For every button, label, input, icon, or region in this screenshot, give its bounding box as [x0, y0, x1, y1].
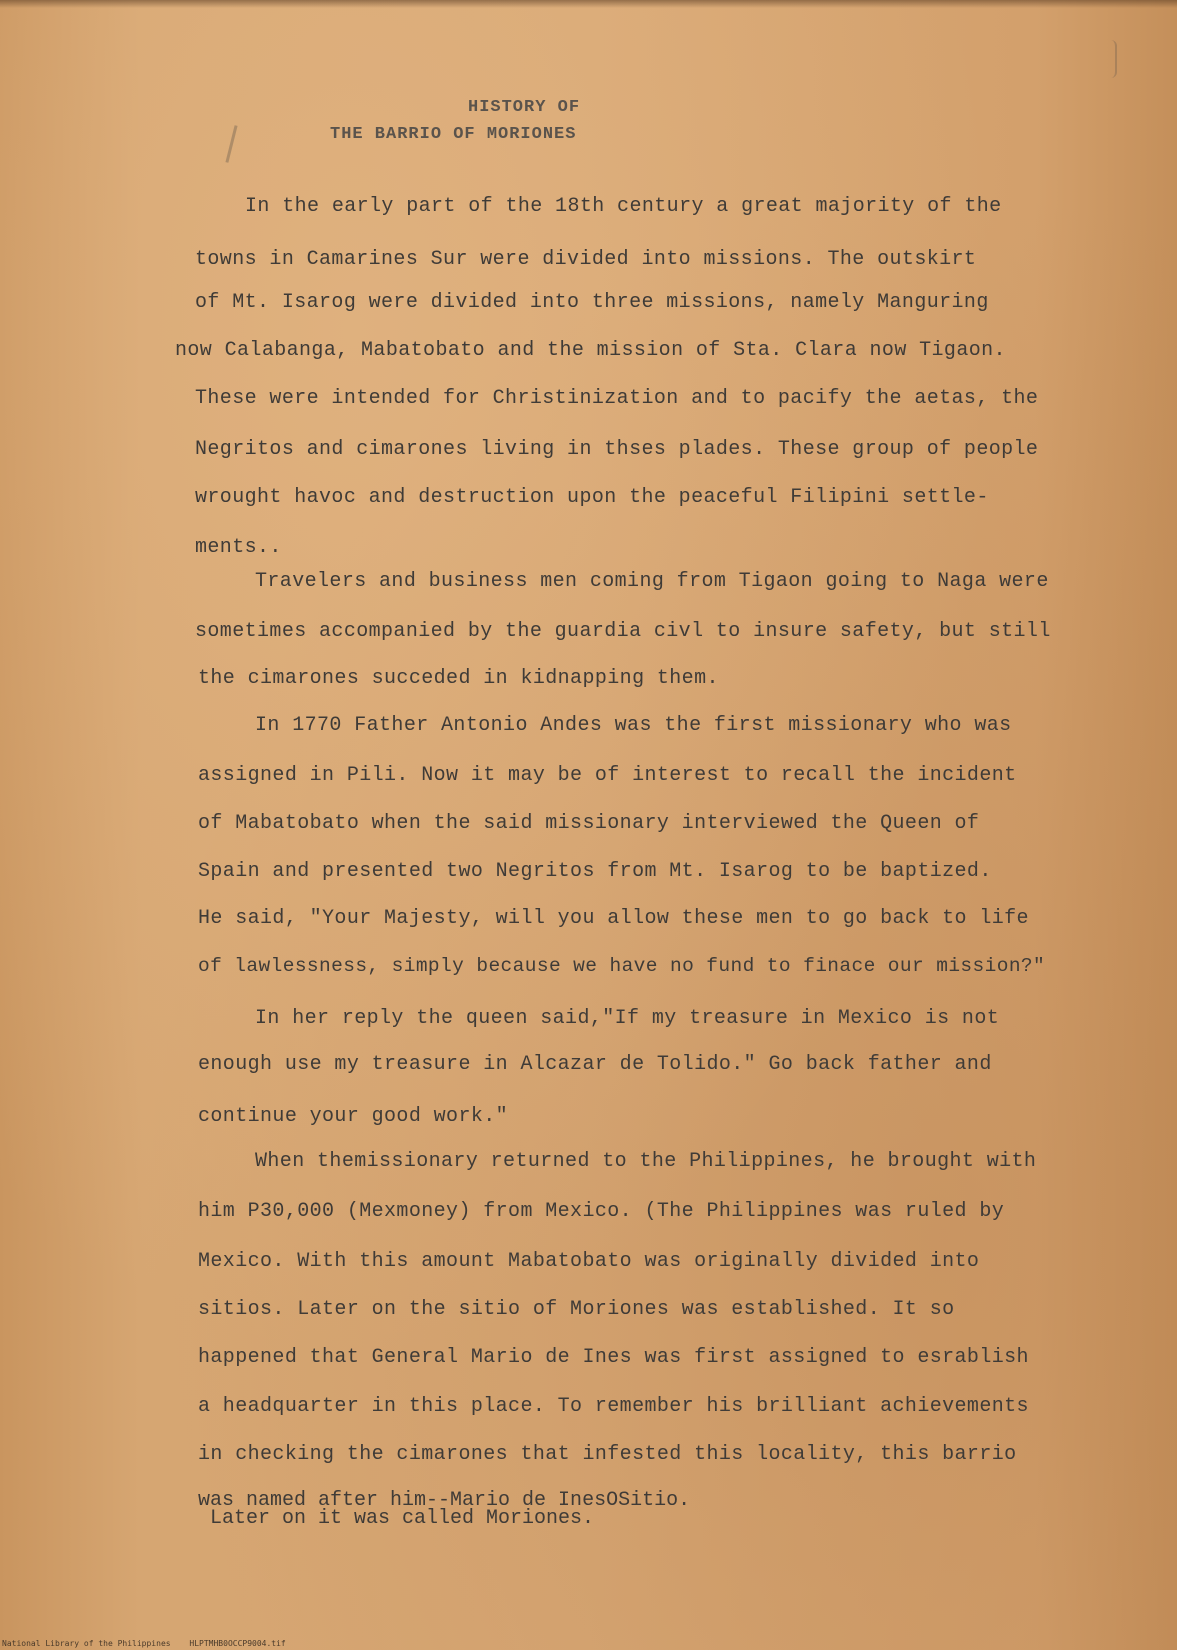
text-line: He said, "Your Majesty, will you allow these men to go back to life	[198, 907, 1029, 930]
text-line: Later on it was called Moriones.	[210, 1507, 595, 1530]
text-line: enough use my treasure in Alcazar de Tolido." Go back father and	[198, 1053, 992, 1076]
file-id-label: HLPTMHB0OCCP9004.tif	[189, 1639, 286, 1648]
text-line: Travelers and business men coming from Tigaon going to Naga were	[255, 570, 1049, 593]
text-line: in checking the cimarones that infested this locality, this barrio	[198, 1443, 1017, 1466]
text-line: of lawlessness, simply because we have no fund to finace our mission?"	[198, 955, 1046, 977]
scan-footer	[2, 1639, 300, 1648]
text-line: These were intended for Christinization and to pacify the aetas, the	[195, 387, 1039, 410]
text-line: In her reply the queen said,"If my treasure in Mexico is not	[255, 1007, 1000, 1030]
text-line: When themissionary returned to the Philippines, he brought with	[255, 1150, 1037, 1173]
text-line: of Mabatobato when the said missionary interviewed the Queen of	[198, 812, 980, 835]
text-line: sitios. Later on the sitio of Moriones was established. It so	[198, 1298, 955, 1321]
text-line: In the early part of the 18th century a great majority of the	[245, 195, 1002, 218]
document-title-line-1: HISTORY OF	[468, 98, 581, 117]
text-line: continue your good work."	[198, 1105, 509, 1128]
text-line: was named after him--Mario de InesOSitio.	[198, 1489, 691, 1512]
library-label: National Library of the Philippines	[2, 1639, 171, 1648]
text-line: him P30,000 (Mexmoney) from Mexico. (The Philippines was ruled by	[198, 1200, 1005, 1223]
text-line: happened that General Mario de Ines was first assigned to esrablish	[198, 1346, 1029, 1369]
text-line: ments..	[195, 536, 282, 559]
text-line: In 1770 Father Antonio Andes was the first missionary who was	[255, 714, 1012, 737]
document-title-line-2: THE BARRIO OF MORIONES	[330, 125, 577, 144]
text-line: Spain and presented two Negritos from Mt. Isarog to be baptized.	[198, 860, 992, 883]
text-line: a headquarter in this place. To remember his brilliant achievements	[198, 1395, 1029, 1418]
margin-mark	[1105, 40, 1117, 78]
text-line: Negritos and cimarones living in thses plades. These group of people	[195, 438, 1039, 461]
text-line: sometimes accompanied by the guardia civl to insure safety, but still	[195, 620, 1051, 643]
pencil-mark	[225, 125, 237, 163]
text-line: Mexico. With this amount Mabatobato was originally divided into	[198, 1250, 980, 1273]
text-line: wrought havoc and destruction upon the peaceful Filipini settle-	[195, 486, 989, 509]
page-top-edge	[0, 0, 1177, 8]
text-line: of Mt. Isarog were divided into three missions, namely Manguring	[195, 291, 989, 314]
text-line: the cimarones succeded in kidnapping them.	[198, 667, 719, 690]
text-line: now Calabanga, Mabatobato and the mission of Sta. Clara now Tigaon.	[175, 339, 1006, 362]
text-line: assigned in Pili. Now it may be of interest to recall the incident	[198, 764, 1017, 787]
text-line: towns in Camarines Sur were divided into missions. The outskirt	[195, 248, 977, 271]
